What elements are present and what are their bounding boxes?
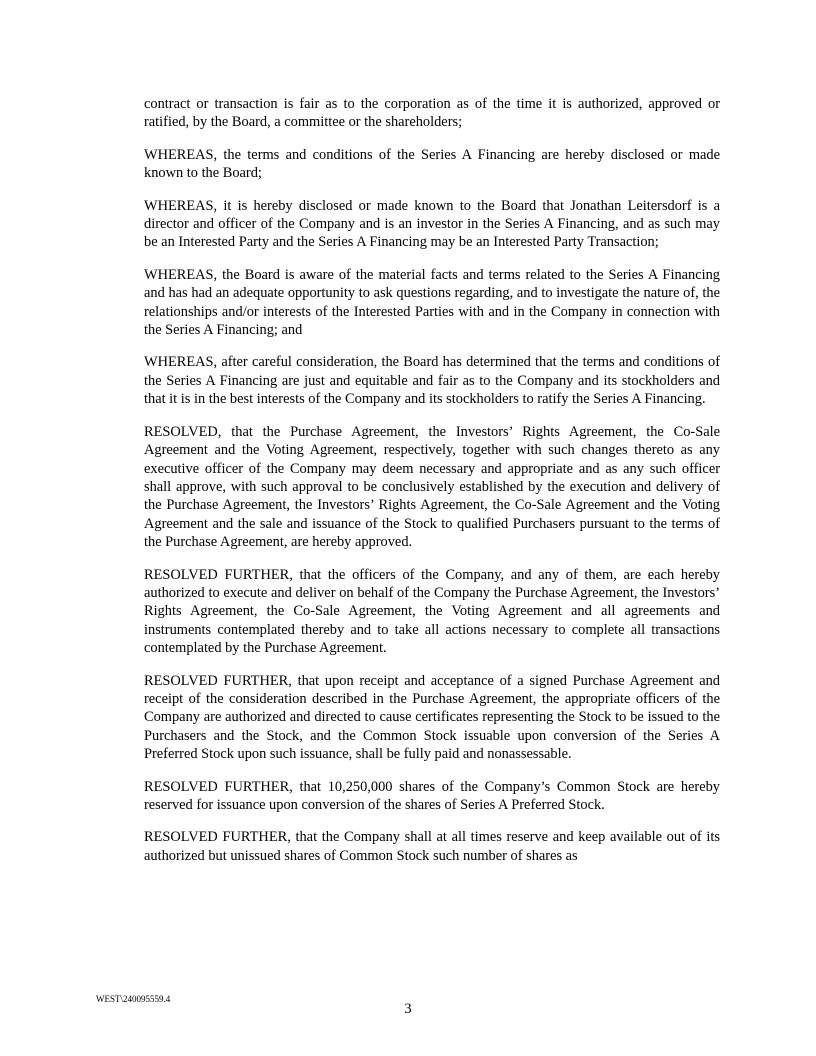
paragraph-whereas-consideration: WHEREAS, after careful consideration, the Board has determined that the terms and conditions of the Series A Financing are just and equitable and fair as to the Company and its stockholders and that it is in the best interests of the Company and its stockholders to ratify the Series A Financing. [144, 354, 720, 408]
paragraph-resolved-reserve-keep: RESOLVED FURTHER, that the Company shall at all times reserve and keep available out of its authorized but unissued shares of Common Stock such number of shares as [144, 829, 720, 864]
paragraph-whereas-interested-party: WHEREAS, it is hereby disclosed or made known to the Board that Jonathan Leitersdorf is a director and officer of the Company and is an investor in the Series A Financing, and as such may be an Interested Party and the Series A Financing may be an Interested Party Transaction; [144, 197, 720, 251]
footer-document-id: WEST\240095559.4 [96, 994, 171, 1004]
page-number: 3 [404, 1001, 412, 1017]
paragraph-whereas-material-facts: WHEREAS, the Board is aware of the material facts and terms related to the Series A Financing and has had an adequate opportunity to ask questions regarding, and to investigate the nature of, the relationships and/or interests of the Interested Parties with and in the Company in connection with the Series A Financing; and [144, 266, 720, 339]
paragraph-resolved-agreements: RESOLVED, that the Purchase Agreement, the Investors’ Rights Agreement, the Co-Sale Agreement and the Voting Agreement, respectively, together with such changes thereto as any executive officer of the Company may deem necessary and appropriate and as any such officer shall approve, with such approval to be conclusively established by the execution and delivery of the Purchase Agreement, the Investors’ Rights Agreement, the Co-Sale Agreement and the Voting Agreement and the sale and issuance of the Stock to qualified Purchasers pursuant to the terms of the Purchase Agreement, are hereby approved. [144, 423, 720, 551]
paragraph-continuation: contract or transaction is fair as to the corporation as of the time it is authorized, approved or ratified, by the Board, a committee or the shareholders; [144, 96, 720, 131]
paragraph-resolved-reserved-shares: RESOLVED FURTHER, that 10,250,000 shares of the Company’s Common Stock are hereby reserved for issuance upon conversion of the shares of Series A Preferred Stock. [144, 778, 720, 813]
paragraph-resolved-certificates: RESOLVED FURTHER, that upon receipt and acceptance of a signed Purchase Agreement and receipt of the consideration described in the Purchase Agreement, the appropriate officers of the Company are authorized and directed to cause certificates representing the Stock to be issued to the Purchasers and the Stock, and the Common Stock issuable upon conversion of the Series A Preferred Stock upon such issuance, shall be fully paid and nonassessable. [144, 672, 720, 763]
document-body [144, 95, 720, 879]
paragraph-whereas-terms: WHEREAS, the terms and conditions of the Series A Financing are hereby disclosed or made known to the Board; [144, 146, 720, 182]
paragraph-resolved-officers: RESOLVED FURTHER, that the officers of the Company, and any of them, are each hereby authorized to execute and deliver on behalf of the Company the Purchase Agreement, the Investors’ Rights Agreement, the Co-Sale Agreement, the Voting Agreement and all agreements and instruments contemplated thereby and to take all actions necessary to complete all transactions contemplated by the Purchase Agreement. [144, 566, 720, 657]
